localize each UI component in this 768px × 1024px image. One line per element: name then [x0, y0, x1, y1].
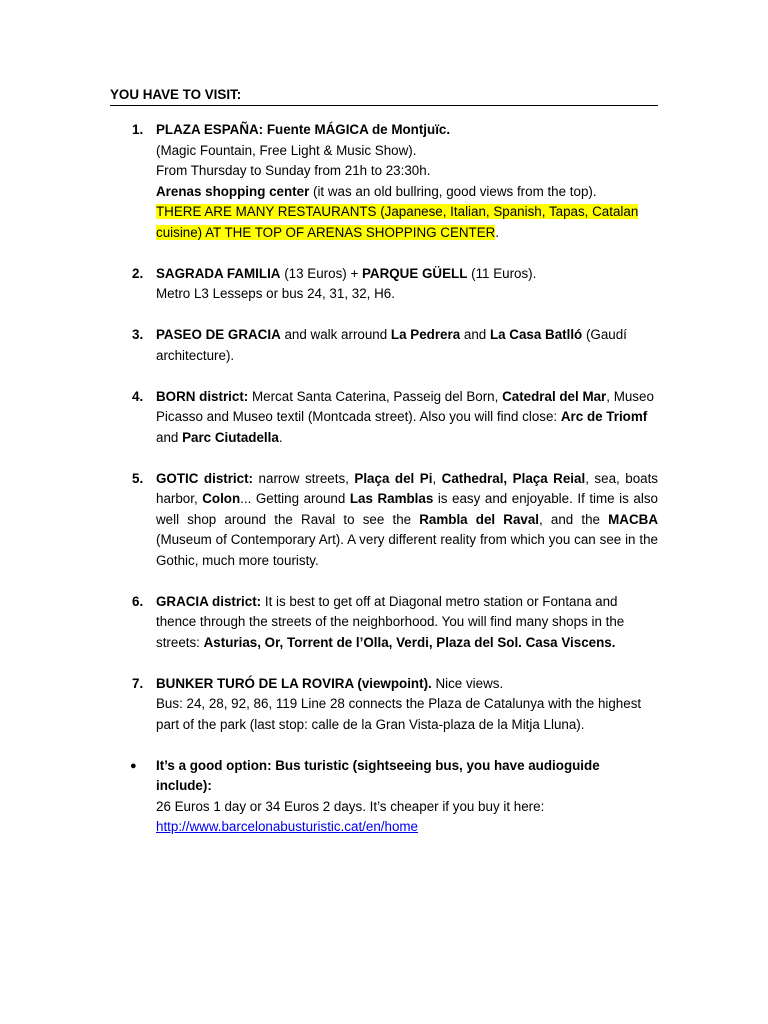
item-bold-text: Plaça del Pi [354, 470, 433, 486]
item-number: 3. [132, 327, 144, 342]
item-text: Mercat Santa Caterina, Passeig del Born, [248, 388, 503, 404]
list-item-gracia-district [132, 592, 658, 654]
item-text: (Magic Fountain, Free Light & Music Show). [156, 142, 417, 158]
highlighted-text: THERE ARE MANY RESTAURANTS (Japanese, Italian, Spanish, Tapas, Catalan cuisine) AT THE TOP OF ARENAS SHOPPING CENTER [156, 204, 639, 240]
list-item-born-district [132, 387, 658, 449]
item-text: It is best to get off at Diagonal metro station or Fontana and thence through the streets of the neighborhood. You will find many shops in the streets: [156, 593, 625, 650]
item-text: and walk arround [280, 327, 391, 342]
item-bold-text: PASEO DE GRACIA [156, 327, 281, 342]
item-text: narrow streets, [253, 470, 355, 486]
item-bold-text: Arenas shopping center [156, 183, 310, 199]
item-text: ... Getting around [240, 491, 350, 506]
list-item-sagrada-familia [132, 264, 658, 305]
item-bold-text: Cathedral, Plaça Reial [441, 470, 586, 486]
item-number: 1. [132, 122, 144, 137]
item-text: (Museum of Contemporary Art). A very different reality from which you can see in the Gothic, much more touristy. [156, 532, 658, 568]
item-number: 2. [132, 265, 144, 281]
item-bold-text: Arc de Triomf [560, 409, 648, 424]
item-bold-text: Colon [202, 491, 241, 506]
item-bold-text: BUNKER TURÓ DE LA ROVIRA (viewpoint). [156, 675, 432, 691]
item-bold-text: Rambla del Raval [419, 511, 540, 527]
item-text: . [278, 429, 283, 445]
item-number: 7. [132, 675, 144, 691]
item-text: 26 Euros 1 day or 34 Euros 2 days. It’s cheaper if you buy it here: [156, 798, 545, 814]
item-number: 5. [132, 470, 144, 486]
item-bold-text: Asturias, Or, Torrent de l’Olla, Verdi, Plaza del Sol. Casa Viscens. [203, 634, 616, 650]
list-item-gotic-district [132, 469, 659, 572]
page-heading: YOU HAVE TO VISIT: [110, 87, 658, 106]
list-item-bus-turistic [130, 756, 658, 838]
item-bold-text: MACBA [608, 511, 658, 527]
item-text: From Thursday to Sunday from 21h to 23:30h. [156, 163, 431, 178]
item-bold-text: GRACIA district: [156, 593, 262, 609]
bus-turistic-link[interactable]: http://www.barcelonabusturistic.cat/en/home [156, 819, 418, 834]
list-item-bunker [132, 674, 658, 736]
item-text: (Gaudí architecture). [156, 327, 627, 363]
item-text: Bus: 24, 28, 92, 86, 119 Line 28 connects the Plaza de Catalunya with the highest part of the park (last stop: calle de la Gran Vista-plaza de la Mitja Lluna). [156, 696, 642, 732]
item-bold-text: GOTIC district: [156, 470, 254, 486]
item-text: (11 Euros). [467, 265, 537, 281]
item-text: , Museo Picasso and Museo textil (Montcada street). Also you will find close: [156, 388, 654, 424]
item-bold-text: La Casa Batlló [489, 327, 583, 342]
item-number: 6. [132, 593, 144, 609]
item-text: Nice views. [431, 675, 504, 691]
item-text: (13 Euros) + [280, 265, 362, 281]
list-item-paseo-de-gracia [132, 325, 658, 366]
visit-list [0, 120, 768, 858]
item-bold-text: Parc Ciutadella [182, 429, 279, 445]
item-bold-text: Las Ramblas [349, 491, 434, 506]
item-bold-text: PARQUE GÜELL [361, 265, 468, 281]
item-text: (it was an old bullring, good views from the top). [309, 183, 597, 199]
item-title: PLAZA ESPAÑA: Fuente MÁGICA de Montjuïc. [156, 122, 451, 137]
item-bold-text: BORN district: [156, 388, 249, 404]
item-text: Metro L3 Lesseps or bus 24, 31, 32, H6. [156, 286, 395, 301]
item-bold-text: SAGRADA FAMILIA [156, 265, 281, 281]
item-text: , [432, 470, 442, 486]
item-text: and [156, 429, 183, 445]
item-bold-text: Catedral del Mar [502, 388, 607, 404]
bullet-icon: ● [130, 759, 137, 772]
item-bold-text: La Pedrera [390, 327, 461, 342]
item-text: and [460, 327, 490, 342]
list-item-plaza-espana [132, 120, 658, 243]
item-text: , and the [539, 511, 609, 527]
item-number: 4. [132, 388, 144, 404]
item-text: , sea, boats harbor, [156, 470, 659, 506]
item-bold-text: It’s a good option: Bus turistic (sightseeing bus, you have audioguide include): [156, 757, 600, 793]
item-text: . [495, 224, 500, 240]
item-text: is easy and enjoyable. If time is also well shop around the Raval to see the [156, 491, 658, 527]
